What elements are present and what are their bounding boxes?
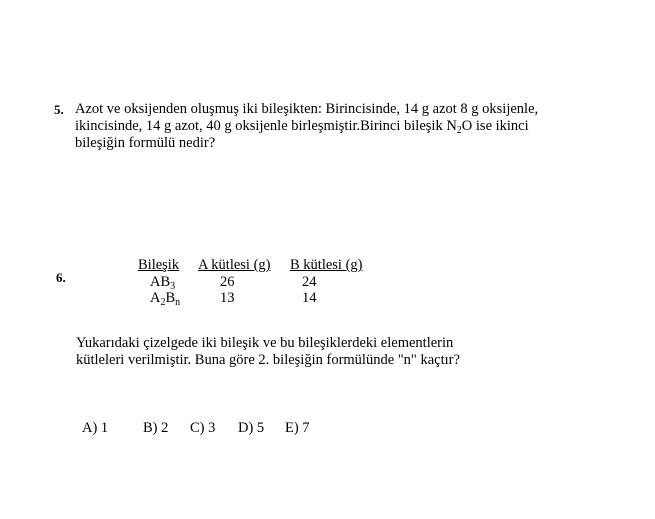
header-a-mass: A kütlesi (g): [198, 257, 271, 273]
question-5-line-1: Azot ve oksijenden oluşmuş iki bileşikten: Birincisinde, 14 g azot 8 g oksijenle,: [75, 101, 539, 117]
header-compound: Bileşik: [138, 257, 180, 273]
question-5-line-3: bileşiğin formülü nedir?: [75, 135, 216, 151]
choice-d[interactable]: D) 5: [238, 420, 265, 436]
a-mass-value: 13: [220, 290, 235, 306]
question-6-line-1: Yukarıdaki çizelgede iki bileşik ve bu bileşiklerdeki elementlerin: [76, 335, 454, 351]
question-6-number: 6.: [56, 270, 66, 285]
choice-e[interactable]: E) 7: [285, 420, 310, 436]
mass-table: [138, 257, 378, 309]
question-5-line-2-text: ikincisinde, 14 g azot, 40 g oksijenle birleşmiştir.Birinci bileşik N: [75, 118, 457, 134]
header-b-mass: B kütlesi (g): [290, 257, 363, 273]
question-5-text: [75, 101, 538, 152]
b-mass-value: 14: [302, 290, 317, 306]
choice-b[interactable]: B) 2: [143, 420, 169, 436]
choice-c[interactable]: C) 3: [190, 420, 216, 436]
question-5-line-2-end: O ise ikinci: [461, 118, 529, 134]
question-5-number: 5.: [54, 102, 64, 117]
a-mass-value: 26: [220, 274, 235, 290]
b-mass-value: 24: [302, 274, 317, 290]
question-5-line-2: [75, 118, 538, 135]
choice-a[interactable]: A) 1: [82, 420, 109, 436]
formula-subscript: 2: [456, 125, 462, 136]
answer-choices: [0, 420, 655, 440]
question-6-line-2: kütleleri verilmiştir. Buna göre 2. bileşiğin formülünde "n" kaçtır?: [76, 352, 460, 368]
compound-formula: $AB_3$: [150, 274, 176, 292]
compound-formula: $A_2B_n$: [150, 290, 181, 308]
question-6-text: [76, 335, 460, 369]
